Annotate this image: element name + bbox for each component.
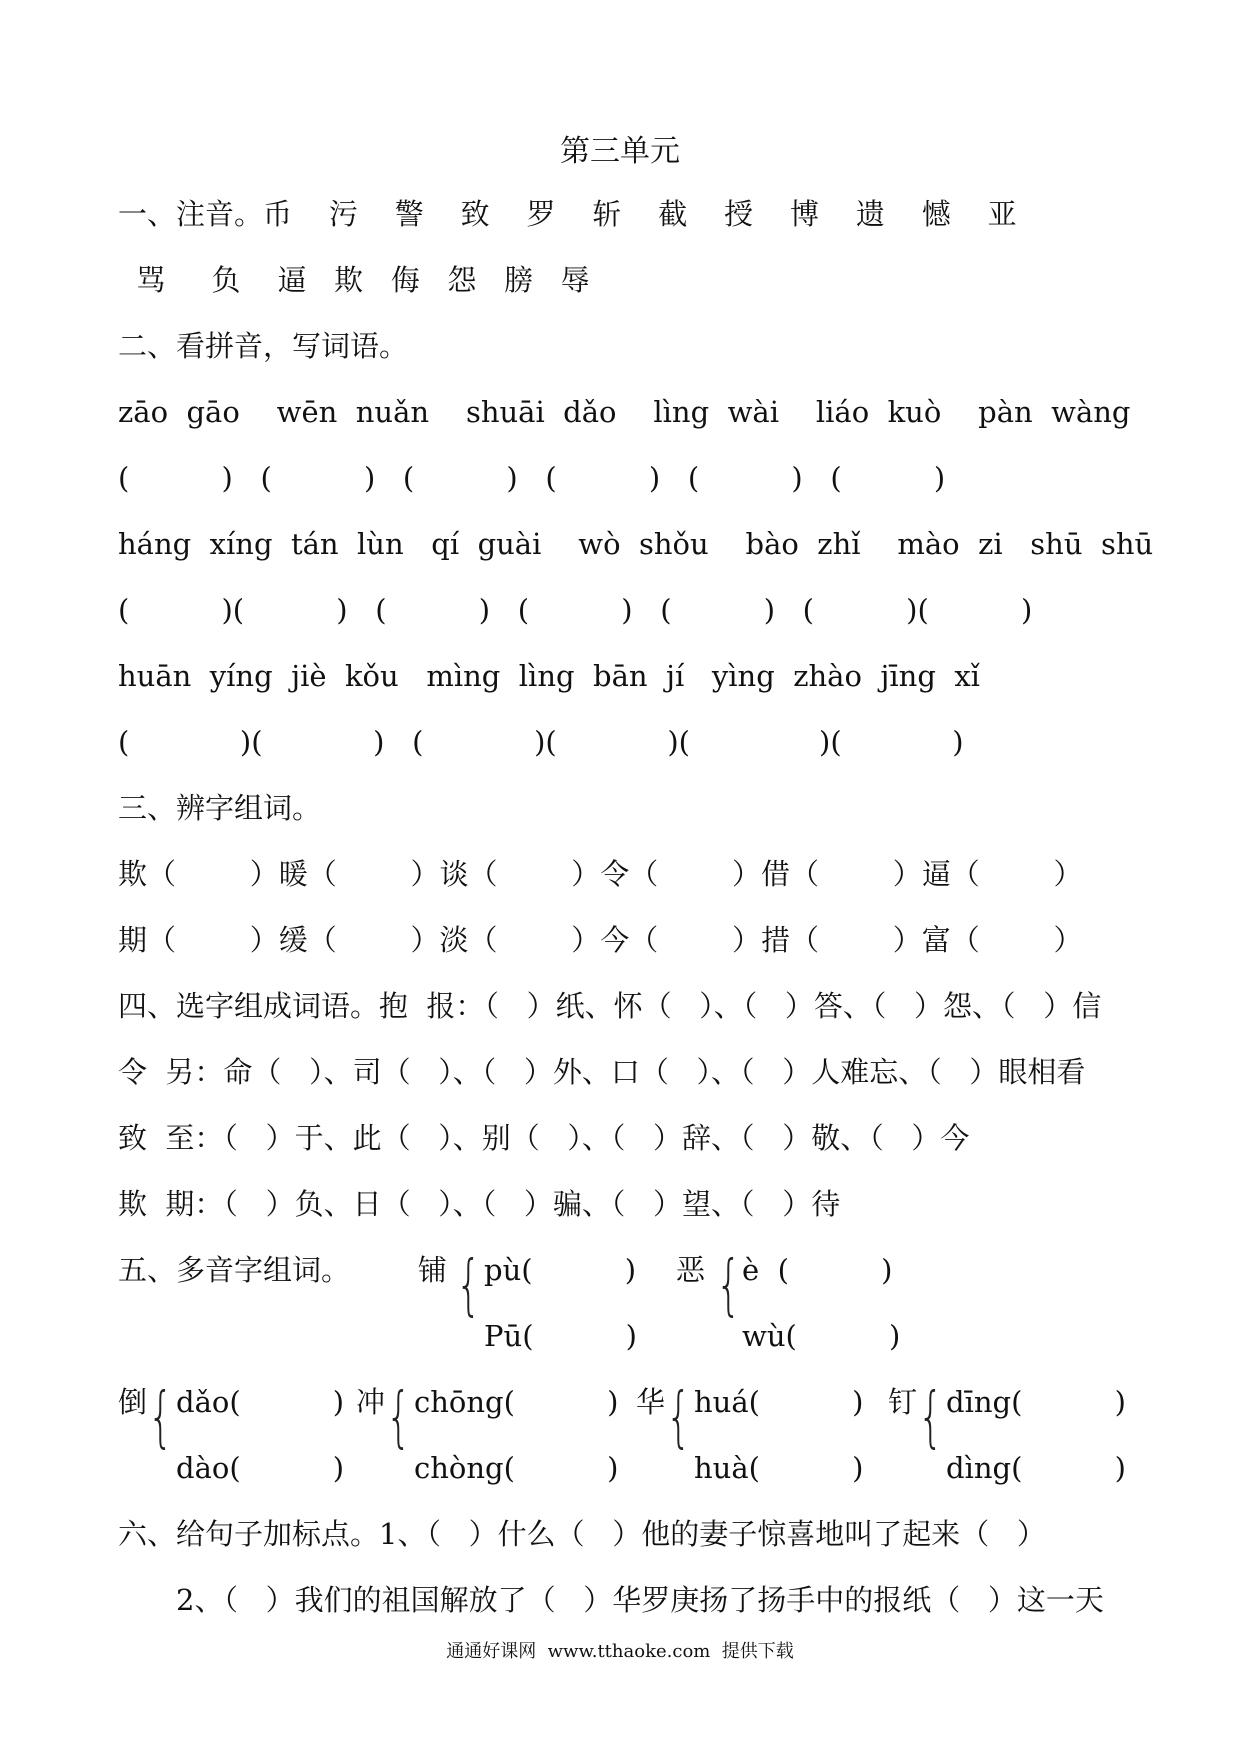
brace-icon: { [918,1378,944,1455]
polyphone-reading-1: pù( ) [484,1253,637,1287]
blank-row-2: ( )( ) ( ) ( ) ( ) ( )( ) [118,593,1033,627]
word-pair-row-1: 欺（ ）暖（ ）谈（ ）令（ ）借（ ）逼（ ） [118,857,1083,891]
polyphone-char: 钉 [888,1385,918,1419]
section4-line3: 致 至：（ ）于、此（ ）、别（ ）、（ ）辞、（ ）敬、（ ）今 [118,1121,970,1155]
blank-row-3: ( )( ) ( )( )( )( ) [118,725,964,759]
polyphone-char: 恶 [676,1253,706,1287]
polyphone-char: 倒 [118,1385,148,1419]
section4-line1: 四、选字组成词语。抱 报：（ ）纸、怀（ ）、（ ）答、（ ）怨、（ ）信 [118,989,1102,1023]
section2-heading: 二、看拼音，写词语。 [118,329,409,363]
page-title: 第三单元 [560,134,680,169]
page-footer: 通通好课网 www.tthaoke.com 提供下载 [446,1641,794,1662]
pinyin-row-1: zāo gāo wēn nuǎn shuāi dǎo lìng wài liáo kuò pàn wàng [118,395,1131,429]
polyphone-reading-1: è ( ) [742,1253,893,1287]
word-pair-row-2: 期（ ）缓（ ）淡（ ）今（ ）措（ ）富（ ） [118,923,1083,957]
polyphone-reading-2: wù( ) [742,1319,901,1353]
polyphone-char: 华 [636,1385,666,1419]
polyphone-reading-1: dǎo( ) [176,1385,345,1419]
section4-line4: 欺 期：（ ）负、日（ ）、（ ）骗、（ ）望、（ ）待 [118,1187,841,1221]
section1-line1: 一、注音。币 污 警 致 罗 斩 截 授 博 遗 憾 亚 [118,197,1017,231]
section1-line2: 骂 负 逼 欺 侮 怨 膀 辱 [118,263,590,297]
section5-heading: 五、多音字组词。 [118,1253,351,1287]
polyphone-reading-2: dào( ) [176,1451,345,1485]
section4-line2: 令 另：命（ ）、司（ ）、（ ）外、口（ ）、（ ）人难忘、（ ）眼相看 [118,1055,1086,1089]
polyphone-char: 铺 [418,1253,448,1287]
brace-icon: { [386,1378,412,1455]
section3-heading: 三、辨字组词。 [118,791,322,825]
polyphone-reading-2: huà( ) [694,1451,864,1485]
polyphone-reading-1: chōng( ) [414,1385,619,1419]
pinyin-row-2: háng xíng tán lùn qí guài wò shǒu bào zhǐ mào zi shū shū [118,527,1154,561]
polyphone-reading-1: huá( ) [694,1385,864,1419]
polyphone-reading-2: dìng( ) [946,1451,1126,1485]
pinyin-row-3: huān yíng jiè kǒu mìng lìng bān jí yìng zhào jīng xǐ [118,659,980,693]
polyphone-reading-1: dīng( ) [946,1385,1126,1419]
section6-line1: 六、给句子加标点。1、（ ）什么（ ）他的妻子惊喜地叫了起来（ ） [118,1517,1046,1551]
polyphone-char: 冲 [356,1385,386,1419]
blank-row-1: ( ) ( ) ( ) ( ) ( ) ( ) [118,461,946,495]
brace-icon: { [148,1378,174,1455]
polyphone-reading-2: chòng( ) [414,1451,619,1485]
brace-icon: { [716,1246,742,1323]
brace-icon: { [666,1378,692,1455]
polyphone-reading-2: Pū( ) [484,1319,638,1353]
section6-line2: 2、（ ）我们的祖国解放了（ ）华罗庚扬了扬手中的报纸（ ）这一天 [176,1583,1104,1617]
brace-icon: { [456,1246,482,1323]
